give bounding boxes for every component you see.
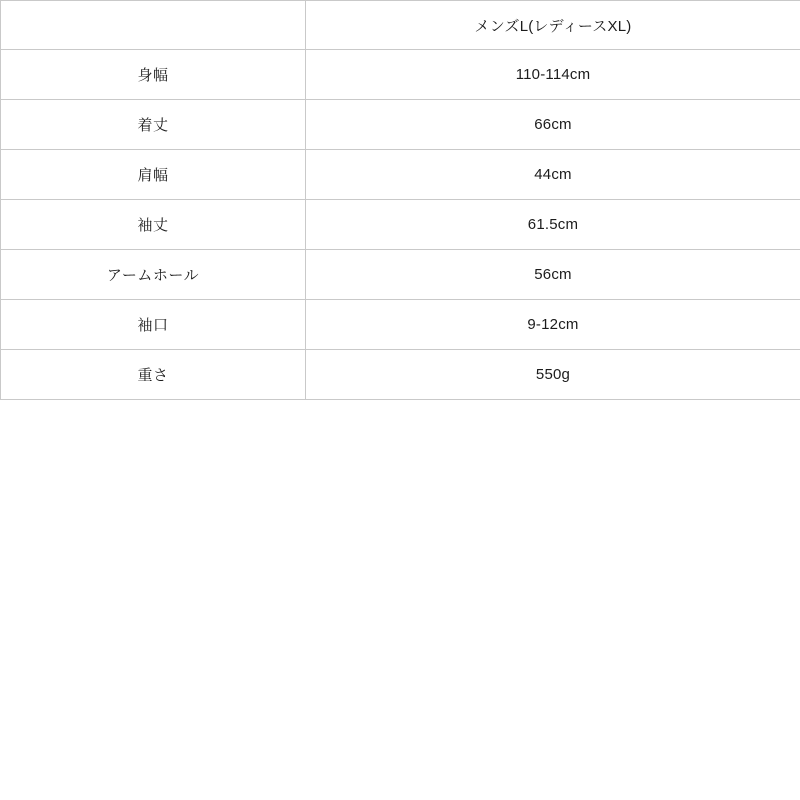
table-row — [1, 150, 800, 200]
row-label: 着丈 — [1, 100, 306, 150]
row-label: アームホール — [1, 250, 306, 300]
row-label: 肩幅 — [1, 150, 306, 200]
table-row — [1, 300, 800, 350]
row-value: 56cm — [306, 250, 800, 300]
table-row — [1, 250, 800, 300]
table-row — [1, 350, 800, 400]
table-row — [1, 200, 800, 250]
row-value: 550g — [306, 350, 800, 400]
table-header-row — [1, 1, 800, 50]
size-chart-body — [1, 1, 800, 400]
row-value: 66cm — [306, 100, 800, 150]
row-value: 110-114cm — [306, 50, 800, 100]
row-label: 重さ — [1, 350, 306, 400]
row-value: 61.5cm — [306, 200, 800, 250]
row-value: 9-12cm — [306, 300, 800, 350]
header-label-cell — [1, 1, 306, 50]
table-row — [1, 100, 800, 150]
row-label: 袖口 — [1, 300, 306, 350]
table-row — [1, 50, 800, 100]
row-value: 44cm — [306, 150, 800, 200]
row-label: 袖丈 — [1, 200, 306, 250]
header-value-cell: メンズL(レディースXL) — [306, 1, 800, 50]
row-label: 身幅 — [1, 50, 306, 100]
